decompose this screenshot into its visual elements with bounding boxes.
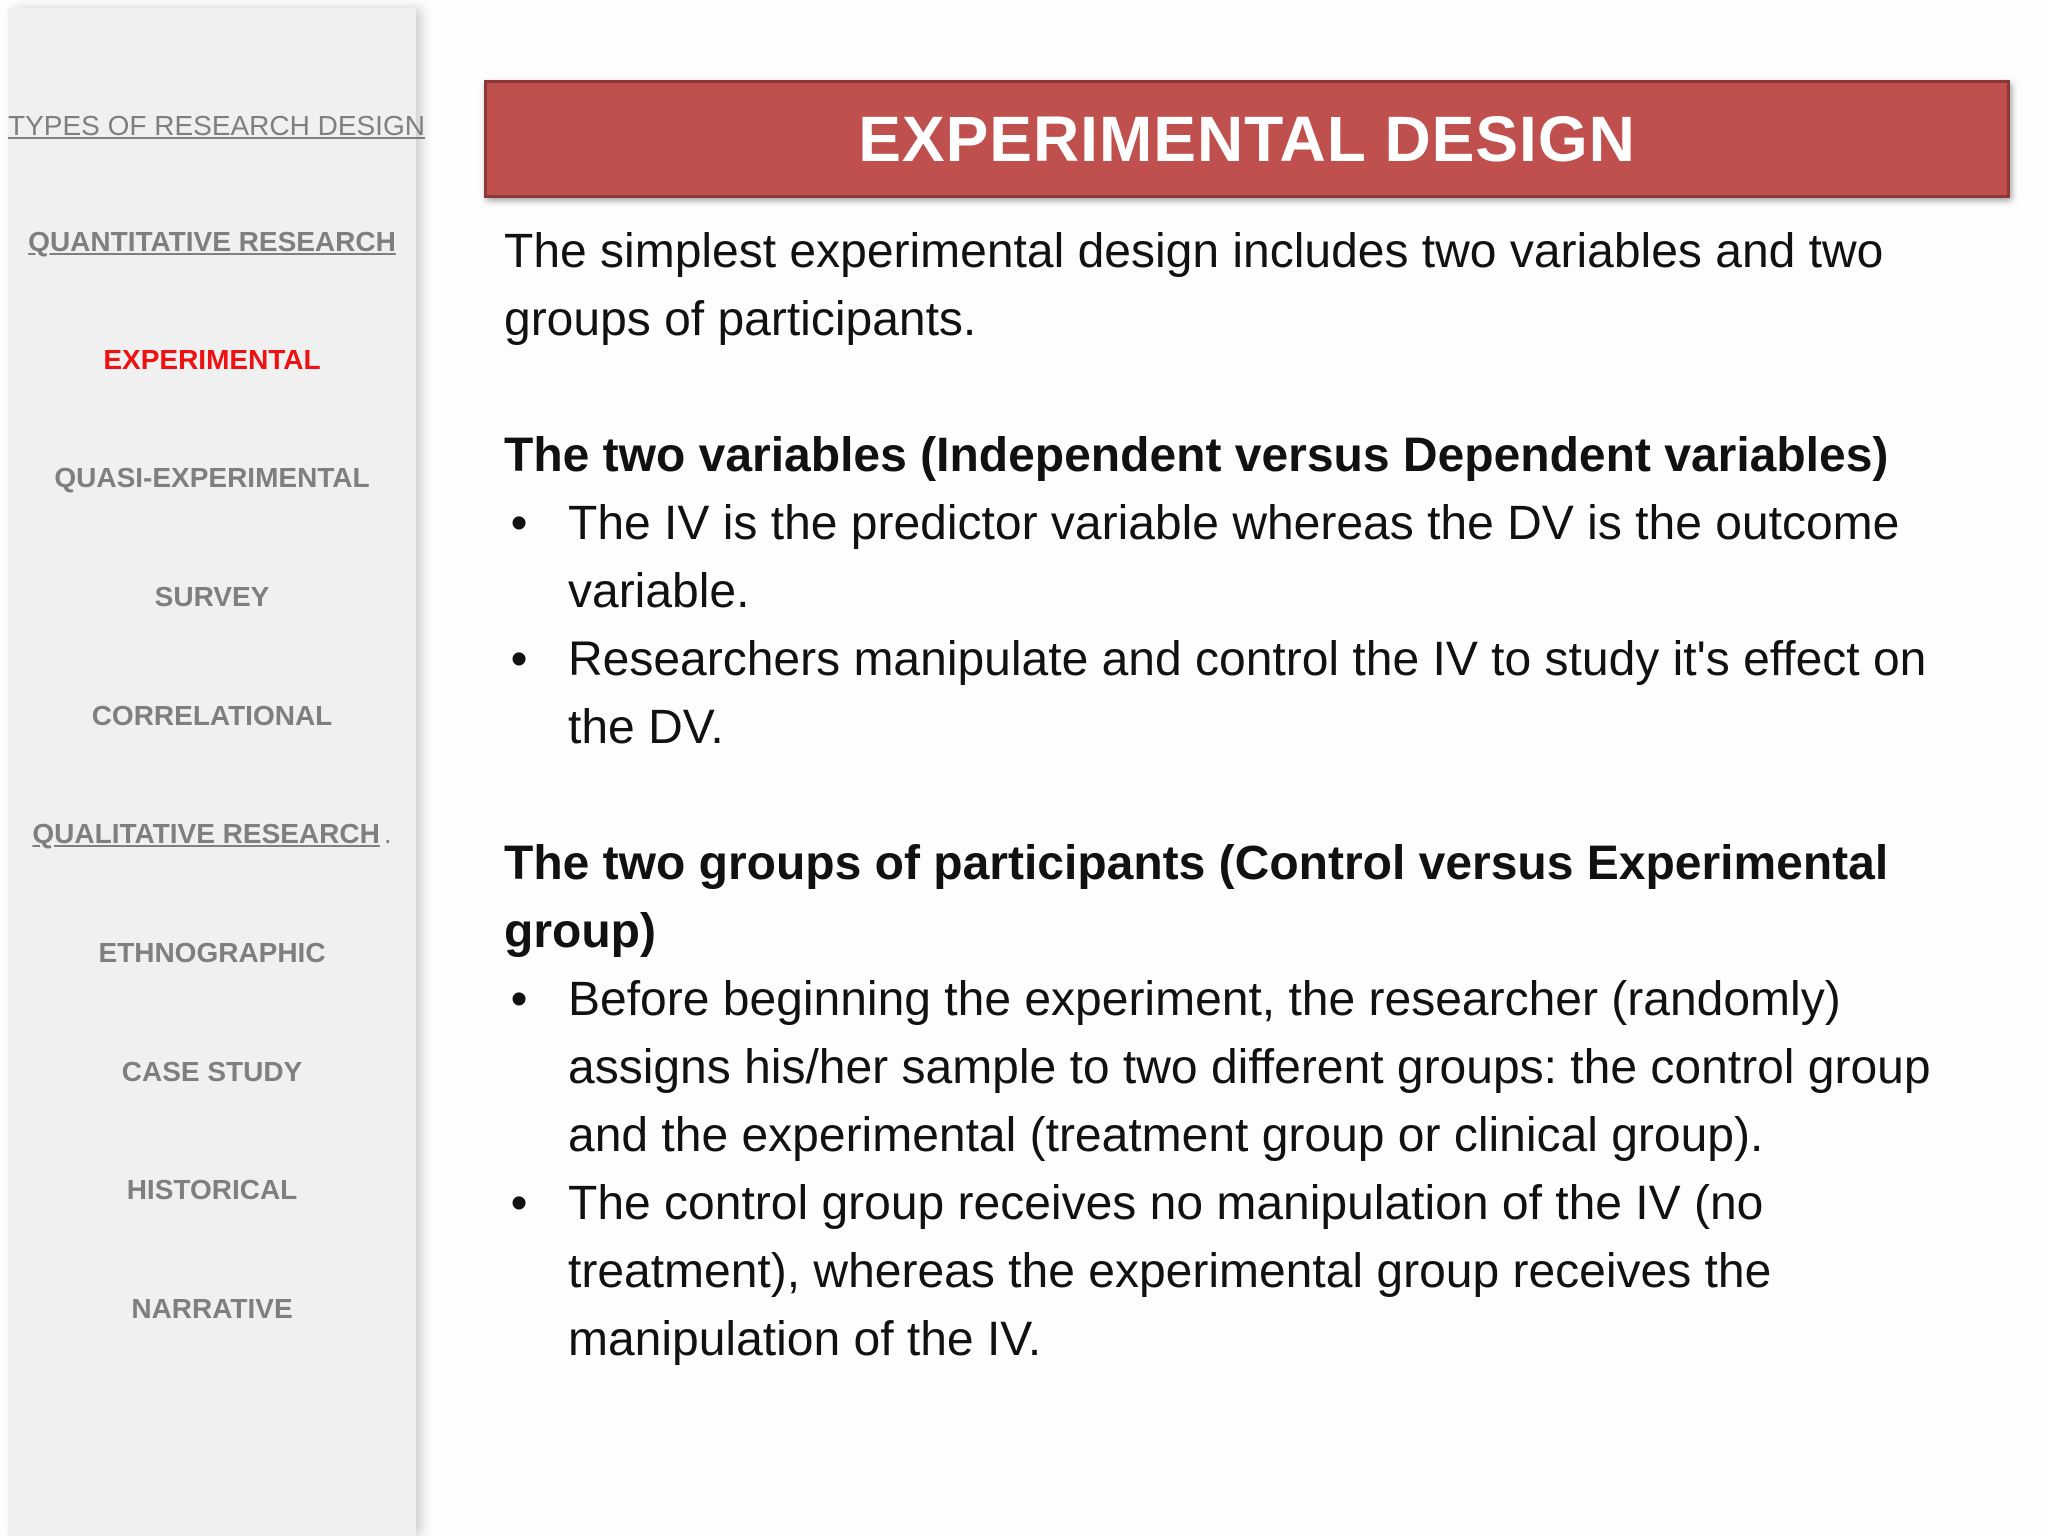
slide-body bbox=[504, 218, 2004, 1374]
list-item bbox=[504, 626, 2004, 762]
sidebar-item-qualitative-research-suffix: . bbox=[383, 818, 392, 849]
sidebar-item-quantitative-research[interactable]: QUANTITATIVE RESEARCH bbox=[28, 226, 396, 257]
sidebar-item-qualitative-research[interactable] bbox=[8, 818, 416, 850]
variables-list bbox=[504, 490, 2004, 762]
list-item-text: The control group receives no manipulation of the IV (no treatment), whereas the experimental group receives the manipulation of the IV. bbox=[568, 1177, 1772, 1366]
list-item bbox=[504, 1170, 2004, 1374]
bullet-glyph: • bbox=[510, 497, 528, 550]
sidebar-item-experimental[interactable]: EXPERIMENTAL bbox=[103, 344, 321, 375]
bullet-glyph: • bbox=[510, 1177, 528, 1230]
spacer bbox=[504, 762, 2004, 830]
variables-heading: The two variables (Independent versus Dependent variables) bbox=[504, 429, 1889, 482]
sidebar-item-historical[interactable]: HISTORICAL bbox=[126, 1174, 298, 1205]
list-item-text: Before beginning the experiment, the researcher (randomly) assigns his/her sample to two different groups: the control group and the experimental (treatment group or clinical group). bbox=[568, 973, 1931, 1162]
groups-heading: The two groups of participants (Control versus Experimental group) bbox=[504, 837, 1889, 958]
sidebar-item-ethnographic[interactable]: ETHNOGRAPHIC bbox=[98, 937, 326, 968]
sidebar-item-types-of-research-design[interactable]: TYPES OF RESEARCH DESIGN bbox=[8, 110, 425, 141]
groups-list bbox=[504, 966, 2004, 1374]
sidebar-item-quasi-experimental[interactable]: QUASI-EXPERIMENTAL bbox=[54, 462, 370, 493]
sidebar-item-qualitative-research-label: QUALITATIVE RESEARCH bbox=[32, 818, 380, 849]
list-item-text: Researchers manipulate and control the IV to study it's effect on the DV. bbox=[568, 633, 1927, 754]
intro-paragraph: The simplest experimental design includes two variables and two groups of participants. bbox=[504, 225, 1884, 346]
bullet-glyph: • bbox=[510, 633, 528, 686]
title-banner bbox=[484, 80, 2010, 198]
slide-title: EXPERIMENTAL DESIGN bbox=[858, 103, 1636, 175]
list-item bbox=[504, 490, 2004, 626]
sidebar-item-survey[interactable]: SURVEY bbox=[154, 581, 270, 612]
sidebar-nav bbox=[8, 8, 425, 1536]
bullet-glyph: • bbox=[510, 973, 528, 1026]
spacer bbox=[504, 354, 2004, 422]
sidebar-item-narrative[interactable]: NARRATIVE bbox=[131, 1293, 293, 1324]
list-item-text: The IV is the predictor variable whereas the DV is the outcome variable. bbox=[568, 497, 1900, 618]
sidebar-item-case-study[interactable]: CASE STUDY bbox=[121, 1056, 303, 1087]
list-item bbox=[504, 966, 2004, 1170]
sidebar-item-correlational[interactable]: CORRELATIONAL bbox=[91, 700, 333, 731]
